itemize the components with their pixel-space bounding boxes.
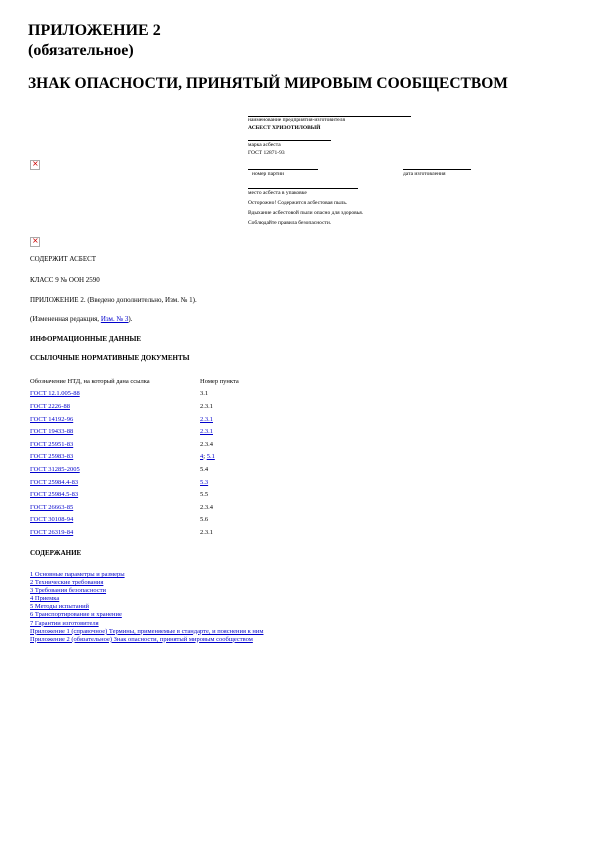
toc-link[interactable]: 4 Приемка <box>30 595 60 603</box>
item-link[interactable]: 2.3.1 <box>200 415 213 423</box>
item-link[interactable]: 5.3 <box>200 478 209 486</box>
date-rule <box>403 169 471 170</box>
org-caption: наименование предприятия-изготовителя <box>248 117 345 123</box>
table-row <box>30 514 239 527</box>
grade-caption: марка асбеста <box>248 142 281 148</box>
item-cell <box>200 526 239 539</box>
doc-link[interactable]: ГОСТ 14192-96 <box>30 415 74 423</box>
item-text: 2.3.1 <box>200 402 213 410</box>
doc-link[interactable]: ГОСТ 25984.5-83 <box>30 491 79 499</box>
grade-rule <box>248 140 331 141</box>
item-cell <box>200 514 239 527</box>
item-text: 2.3.4 <box>200 503 213 511</box>
doc-link[interactable]: ГОСТ 30108-94 <box>30 516 74 524</box>
item-text: 5.5 <box>200 491 209 499</box>
table-row <box>30 501 239 514</box>
item-link[interactable]: 5.1 <box>206 453 215 461</box>
item-text: 2.3.1 <box>200 528 213 536</box>
table-row <box>30 425 239 438</box>
warning-line-2: Вдыхание асбестовой пыли опасно для здоровья. <box>248 210 364 216</box>
toc-link[interactable]: 1 Основные параметры и размеры <box>30 571 125 578</box>
toc-link[interactable]: 3 Требования безопасности <box>30 587 107 595</box>
contents-heading: СОДЕРЖАНИЕ <box>30 549 82 557</box>
toc-link[interactable]: 2 Технические требования <box>30 579 104 587</box>
doc-cell <box>30 413 200 426</box>
item-text: ; <box>203 453 207 461</box>
broken-image-icon <box>30 237 40 247</box>
toc-link[interactable]: 5 Методы испытаний <box>30 603 90 611</box>
item-cell <box>200 476 239 489</box>
col-header-doc: Обозначение НТД, на который дана ссылка <box>30 377 150 385</box>
doc-link[interactable]: ГОСТ 25983-83 <box>30 453 74 461</box>
hazard-class-text: КЛАСС 9 № ООН 2590 <box>30 276 100 284</box>
item-link[interactable]: 2.3.1 <box>200 428 213 436</box>
doc-link[interactable]: ГОСТ 25951-83 <box>30 440 74 448</box>
item-text: 5.6 <box>200 516 209 524</box>
toc-link[interactable]: 6 Транспортирование и хранение <box>30 611 122 619</box>
doc-cell <box>30 400 200 413</box>
table-row <box>30 413 239 426</box>
batch-caption: номер партии <box>252 171 284 177</box>
doc-cell <box>30 514 200 527</box>
place-rule <box>248 188 358 189</box>
table-of-contents <box>30 571 263 644</box>
broken-image-icon <box>30 160 40 170</box>
doc-cell <box>30 451 200 464</box>
toc-link[interactable]: Приложение 1 (справочное) Термины, применяемые в стандарте, и пояснения к ним <box>30 627 264 635</box>
doc-link[interactable]: ГОСТ 19433-88 <box>30 428 74 436</box>
revision-suffix: ). <box>128 315 133 323</box>
table-row <box>30 488 239 501</box>
doc-link[interactable]: ГОСТ 26319-84 <box>30 528 74 536</box>
table-row <box>30 476 239 489</box>
doc-cell <box>30 463 200 476</box>
table-row <box>30 526 239 539</box>
appendix-subheading: (обязательное) <box>28 42 134 59</box>
item-text: 5.4 <box>200 465 209 473</box>
item-cell <box>200 413 239 426</box>
item-cell <box>200 425 239 438</box>
toc-link[interactable]: 7 Гарантии изготовителя <box>30 619 99 627</box>
table-row <box>30 438 239 451</box>
gost-number: ГОСТ 12871-93 <box>248 150 285 156</box>
warning-line-1: Осторожно! Содержится асбестовая пыль. <box>248 200 348 206</box>
table-row <box>30 400 239 413</box>
table-row <box>30 463 239 476</box>
item-cell <box>200 488 239 501</box>
doc-link[interactable]: ГОСТ 26663-85 <box>30 503 74 511</box>
date-caption: дата изготовления <box>403 171 446 177</box>
refs-heading: ССЫЛОЧНЫЕ НОРМАТИВНЫЕ ДОКУМЕНТЫ <box>30 354 190 362</box>
doc-cell <box>30 501 200 514</box>
item-cell <box>200 501 239 514</box>
contains-asbestos-text: СОДЕРЖИТ АСБЕСТ <box>30 255 97 263</box>
item-text: 2.3.4 <box>200 440 213 448</box>
page-title: ЗНАК ОПАСНОСТИ, ПРИНЯТЫЙ МИРОВЫМ СООБЩЕСТВОМ <box>28 75 508 92</box>
table-header-row <box>30 375 239 388</box>
doc-cell <box>30 388 200 401</box>
doc-cell <box>30 438 200 451</box>
batch-rule <box>248 169 318 170</box>
revision-note <box>30 315 133 324</box>
info-heading: ИНФОРМАЦИОННЫЕ ДАННЫЕ <box>30 335 142 343</box>
place-caption: место асбеста в упаковке <box>248 190 307 196</box>
item-cell <box>200 463 239 476</box>
doc-cell <box>30 488 200 501</box>
item-text: 3.1 <box>200 390 209 398</box>
item-cell <box>200 400 239 413</box>
revision-link[interactable]: Изм. № 3 <box>100 315 129 323</box>
doc-cell <box>30 526 200 539</box>
toc-link[interactable]: Приложение 2 (обязательное) Знак опасности, принятый мировым сообществом <box>30 635 253 643</box>
item-cell <box>200 438 239 451</box>
item-link[interactable]: 4 <box>200 453 204 461</box>
references-table <box>30 375 239 539</box>
item-cell <box>200 451 239 464</box>
doc-cell <box>30 476 200 489</box>
item-cell <box>200 388 239 401</box>
product-name: АСБЕСТ ХРИЗОТИЛОВЫЙ <box>248 125 321 131</box>
col-header-item: Номер пункта <box>200 377 239 385</box>
appendix-note: ПРИЛОЖЕНИЕ 2. (Введено дополнительно, Изм. № 1). <box>30 296 197 304</box>
table-row <box>30 451 239 464</box>
doc-link[interactable]: ГОСТ 12.1.005-88 <box>30 390 80 398</box>
table-row <box>30 388 239 401</box>
warning-line-3: Соблюдайте правила безопасности. <box>248 220 332 226</box>
doc-cell <box>30 425 200 438</box>
appendix-heading: ПРИЛОЖЕНИЕ 2 <box>28 22 161 39</box>
revision-prefix: (Измененная редакция, <box>30 315 101 323</box>
doc-link[interactable]: ГОСТ 2226-88 <box>30 402 70 410</box>
doc-link[interactable]: ГОСТ 25984.4-83 <box>30 478 79 486</box>
doc-link[interactable]: ГОСТ 31285-2005 <box>30 465 80 473</box>
